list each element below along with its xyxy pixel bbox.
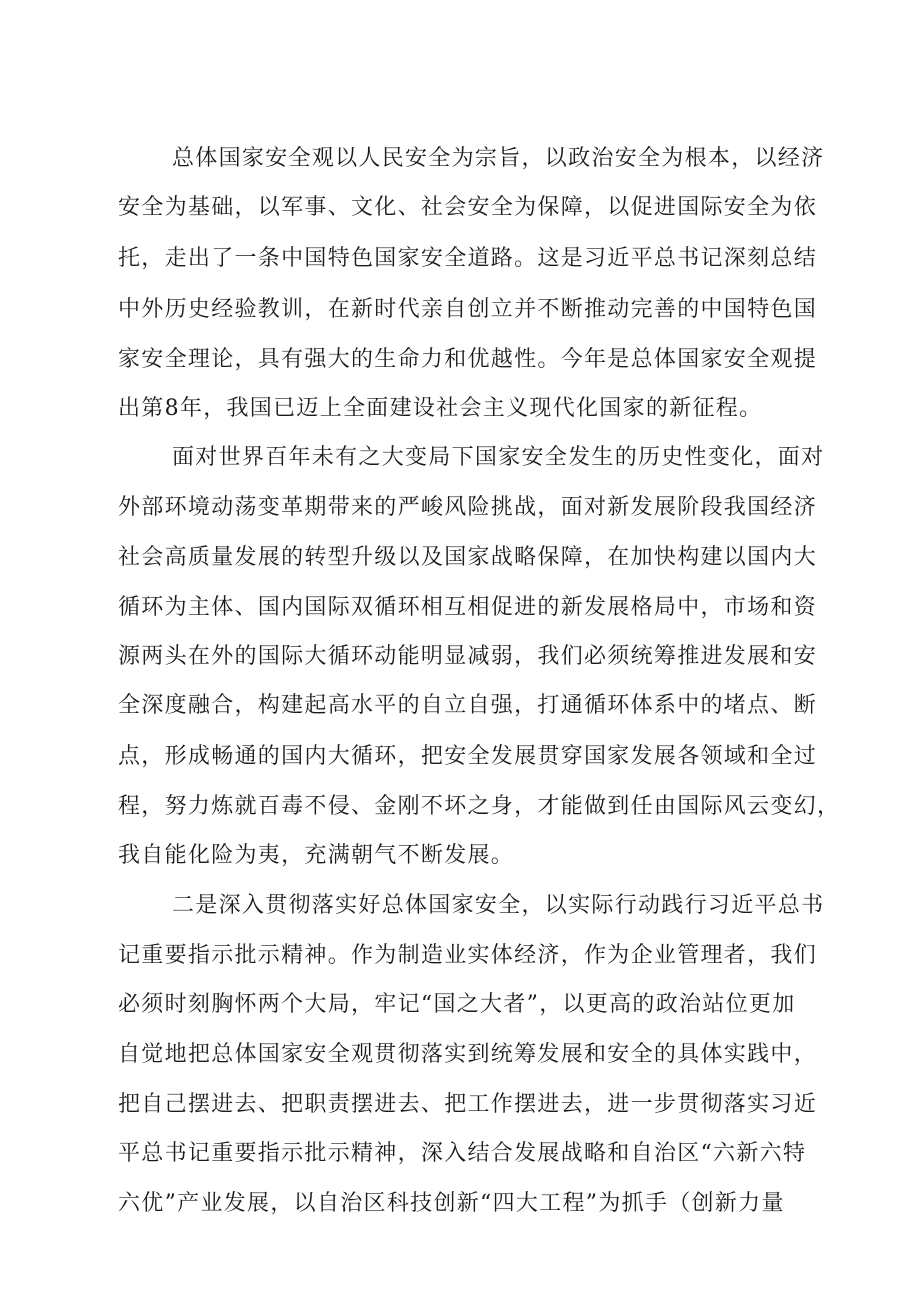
paragraph-1-line-3: 托，走出了一条中国特色国家安全道路。这是习近平总书记深刻总结 bbox=[118, 246, 818, 271]
paragraph-3-line-1: 二是深入贯彻落实好总体国家安全，以实际行动践行习近平总书 bbox=[172, 893, 825, 918]
paragraph-1-line-2: 安全为基础，以军事、文化、社会安全为保障，以促进国际安全为依 bbox=[118, 195, 818, 220]
paragraph-3-line-5: 把自己摆进去、把职责摆进去、把工作摆进去，进一步贯彻落实习近 bbox=[118, 1092, 818, 1117]
paragraph-2-line-1: 面对世界百年未有之大变局下国家安全发生的历史性变化，面对 bbox=[172, 445, 825, 470]
paragraph-2-line-5: 源两头在外的国际大循环动能明显减弱，我们必须统筹推进发展和安 bbox=[118, 644, 818, 669]
paragraph-1-line-4: 中外历史经验教训，在新时代亲自创立并不断推动完善的中国特色国 bbox=[118, 297, 818, 322]
paragraph-3-line-4: 自觉地把总体国家安全观贯彻落实到统筹发展和安全的具体实践中， bbox=[118, 1042, 818, 1067]
paragraph-2-line-3: 社会高质量发展的转型升级以及国家战略保障，在加快构建以国内大 bbox=[118, 545, 818, 570]
paragraph-1-line-1: 总体国家安全观以人民安全为宗旨，以政治安全为根本，以经济 bbox=[172, 146, 825, 171]
paragraph-3-line-3: 必须时刻胸怀两个大局，牢记“国之大者”，以更高的政治站位更加 bbox=[118, 992, 796, 1017]
paragraph-3-line-7: 六优”产业发展，以自治区科技创新“四大工程”为抓手（创新力量 bbox=[118, 1191, 785, 1216]
paragraph-3-line-6: 平总书记重要指示批示精神，深入结合发展战略和自治区“六新六特 bbox=[118, 1141, 807, 1166]
paragraph-2-line-7: 点，形成畅通的国内大循环，把安全发展贯穿国家发展各领域和全过 bbox=[118, 744, 818, 769]
paragraph-2-line-4: 循环为主体、国内国际双循环相互相促进的新发展格局中，市场和资 bbox=[118, 595, 818, 620]
paragraph-1-line-5: 家安全理论，具有强大的生命力和优越性。今年是总体国家安全观提 bbox=[118, 347, 818, 372]
paragraph-2-line-6: 全深度融合，构建起高水平的自立自强，打通循环体系中的堵点、断 bbox=[118, 693, 818, 718]
paragraph-2-line-9: 我自能化险为夷，充满朝气不断发展。 bbox=[118, 843, 515, 868]
paragraph-2-line-8: 程，努力炼就百毒不侵、金刚不坏之身，才能做到任由国际风云变幻， bbox=[118, 794, 841, 819]
paragraph-2-line-2: 外部环境动荡变革期带来的严峻风险挑战，面对新发展阶段我国经济 bbox=[118, 495, 818, 520]
paragraph-1-line-6: 出第8年，我国已迈上全面建设社会主义现代化国家的新征程。 bbox=[118, 396, 763, 421]
paragraph-3-line-2: 记重要指示批示精神。作为制造业实体经济，作为企业管理者，我们 bbox=[118, 943, 818, 968]
